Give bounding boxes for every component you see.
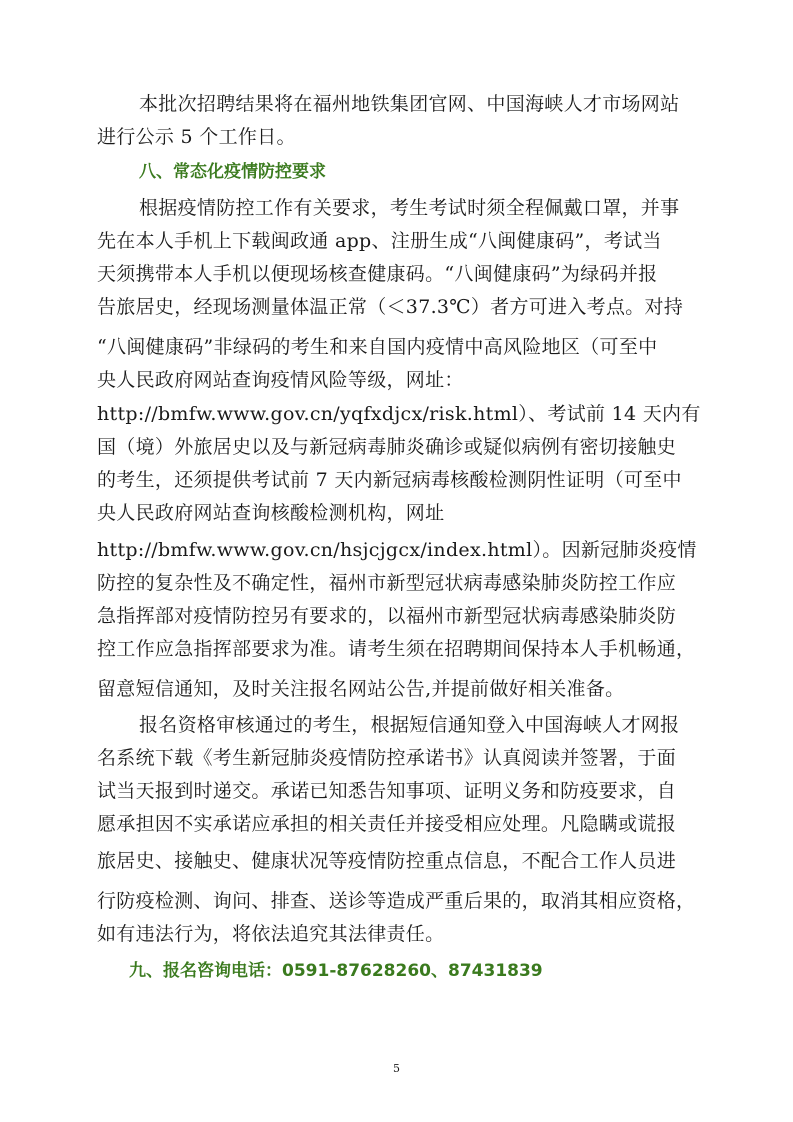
paragraph-line: 国（境）外旅居史以及与新冠病毒肺炎确诊或疑似病例有密切接触史: [97, 436, 677, 458]
paragraph-line: 天须携带本人手机以便现场核查健康码。“八闽健康码”为绿码并报: [97, 263, 658, 285]
paragraph-line: “八闽健康码”非绿码的考生和来自国内疫情中高风险地区（可至中: [97, 336, 658, 358]
paragraph-line: 如有违法行为，将依法追究其法律责任。: [97, 923, 445, 945]
paragraph-line: http://bmfw.www.gov.cn/yqfxdjcx/risk.html）、考试前 14 天内有: [97, 403, 701, 425]
paragraph-line: 本批次招聘结果将在福州地铁集团官网、中国海峡人才市场网站: [139, 93, 680, 115]
paragraph-line: 防控的复杂性及不确定性，福州市新型冠状病毒感染肺炎防控工作应: [97, 572, 677, 594]
paragraph-line: 的考生，还须提供考试前 7 天内新冠病毒核酸检测阴性证明（可至中: [97, 469, 682, 491]
paragraph-line: 急指挥部对疫情防控另有要求的，以福州市新型冠状病毒感染肺炎防: [97, 605, 677, 627]
paragraph-line: 行防疫检测、询问、排查、送诊等造成严重后果的，取消其相应资格，: [97, 890, 696, 912]
paragraph-line: 告旅居史，经现场测量体温正常（＜37.3℃）者方可进入考点。对持: [97, 296, 684, 318]
paragraph-line: 愿承担因不实承诺应承担的相关责任并接受相应处理。凡隐瞒或谎报: [97, 813, 677, 835]
paragraph-line: 名系统下载《考生新冠肺炎疫情防控承诺书》认真阅读并签署，于面: [97, 747, 677, 769]
paragraph-line: 央人民政府网站查询核酸检测机构，网址: [97, 502, 445, 524]
paragraph-line: 旅居史、接触史、健康状况等疫情防控重点信息，不配合工作人员进: [97, 850, 677, 872]
paragraph-line: 控工作应急指挥部要求为准。请考生须在招聘期间保持本人手机畅通，: [97, 638, 696, 660]
paragraph-line: 先在本人手机上下载闽政通 app、注册生成“八闽健康码”，考试当: [97, 230, 662, 252]
paragraph-line: 根据疫情防控工作有关要求，考生考试时须全程佩戴口罩，并事: [139, 197, 680, 219]
section-heading-8: 八、常态化疫情防控要求: [139, 162, 326, 182]
paragraph-line: 试当天报到时递交。承诺已知悉告知事项、证明义务和防疫要求，自: [97, 780, 677, 802]
paragraph-line: http://bmfw.www.gov.cn/hsjcjgcx/index.html）。因新冠肺炎疫情: [97, 539, 697, 561]
paragraph-line: 报名资格审核通过的考生，根据短信通知登入中国海峡人才网报: [139, 714, 680, 736]
paragraph-line: 央人民政府网站查询疫情风险等级，网址：: [97, 369, 464, 391]
section-heading-9: 九、报名咨询电话：0591-87628260、87431839: [129, 961, 543, 981]
paragraph-line: 进行公示 5 个工作日。: [97, 126, 296, 148]
page-number: 5: [393, 1062, 400, 1075]
paragraph-line: 留意短信通知，及时关注报名网站公告,并提前做好相关准备。: [97, 678, 625, 700]
